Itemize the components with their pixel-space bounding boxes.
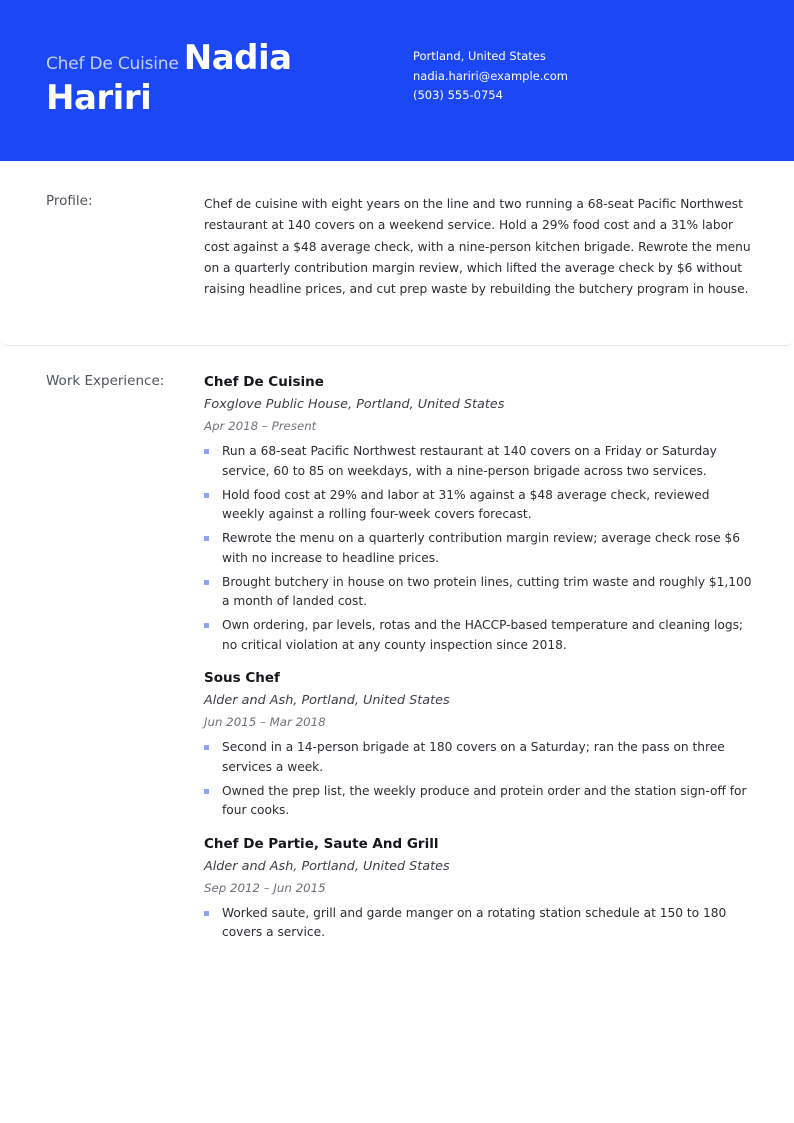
job-dates: Sep 2012 – Jun 2015 bbox=[204, 880, 326, 895]
bullet-text: Worked saute, grill and garde manger on a rotating station schedule at 150 to 180 covers a service. bbox=[222, 905, 727, 939]
bullet-item bbox=[204, 616, 752, 655]
bullet-text: Second in a 14-person brigade at 180 covers on a Saturday; ran the pass on three services a week. bbox=[222, 740, 725, 774]
bullet-text: Owned the prep list, the weekly produce and protein order and the station sign-off for four cooks. bbox=[222, 783, 747, 817]
bullet-item bbox=[204, 573, 752, 612]
job-dates: Apr 2018 – Present bbox=[204, 419, 317, 433]
bullet-square-icon bbox=[204, 493, 209, 498]
bullet-square-icon bbox=[204, 911, 209, 916]
location-text: Portland, United States bbox=[413, 49, 546, 63]
bullet-square-icon bbox=[204, 536, 209, 541]
profile-section bbox=[0, 161, 794, 346]
job-title: Chef De Cuisine bbox=[204, 374, 324, 390]
profile-label: Profile: bbox=[46, 193, 93, 209]
experience-list bbox=[204, 373, 752, 957]
phone-text: (503) 555-0754 bbox=[413, 88, 503, 102]
bullet-text: Rewrote the menu on a quarterly contribution margin review; average check rose $6 with no increase to headline prices. bbox=[222, 531, 741, 565]
name-block bbox=[46, 38, 376, 118]
last-name: Hariri bbox=[46, 78, 152, 118]
bullet-item bbox=[204, 782, 752, 821]
bullet-item bbox=[204, 738, 752, 777]
job-entry bbox=[204, 835, 752, 943]
job-bullets bbox=[204, 738, 752, 821]
bullet-square-icon bbox=[204, 580, 209, 585]
job-title: Chef De Partie, Saute And Grill bbox=[204, 835, 439, 852]
first-name: Nadia bbox=[183, 38, 292, 78]
bullet-item bbox=[204, 486, 752, 525]
role-title: Chef De Cuisine bbox=[46, 54, 179, 74]
job-company: Alder and Ash, Portland, United States bbox=[204, 693, 450, 708]
bullet-square-icon bbox=[204, 745, 209, 750]
bullet-square-icon bbox=[204, 449, 209, 454]
job-company: Foxglove Public House, Portland, United States bbox=[204, 397, 505, 412]
bullet-item bbox=[204, 904, 752, 943]
header-banner bbox=[0, 0, 794, 161]
job-entry bbox=[204, 373, 752, 655]
email-text: nadia.hariri@example.com bbox=[413, 68, 568, 83]
job-company: Alder and Ash, Portland, United States bbox=[204, 858, 450, 874]
bullet-text: Run a 68-seat Pacific Northwest restaurant at 140 covers on a Friday or Saturday service, 60 to 85 on weekdays, with a nine-person brigade across two services. bbox=[222, 444, 717, 478]
bullet-text: Brought butchery in house on two protein lines, cutting trim waste and roughly $1,100 a month of landed cost. bbox=[222, 574, 752, 608]
job-bullets bbox=[204, 442, 752, 655]
job-dates: Jun 2015 – Mar 2018 bbox=[204, 715, 326, 729]
job-bullets bbox=[204, 904, 752, 943]
experience-label: Work Experience: bbox=[46, 373, 165, 389]
bullet-square-icon bbox=[204, 623, 209, 628]
bullet-item bbox=[204, 442, 752, 481]
bullet-text: Own ordering, par levels, rotas and the HACCP-based temperature and cleaning logs; no critical violation at any county inspection since 2018. bbox=[222, 618, 744, 652]
contact-info bbox=[413, 47, 753, 106]
bullet-item bbox=[204, 529, 752, 568]
bullet-text: Hold food cost at 29% and labor at 31% against a $48 average check, reviewed weekly against a rolling four-week covers forecast. bbox=[222, 487, 710, 521]
job-title: Sous Chef bbox=[204, 670, 280, 686]
job-entry bbox=[204, 669, 752, 821]
bullet-square-icon bbox=[204, 789, 209, 794]
profile-text: Chef de cuisine with eight years on the line and two running a 68-seat Pacific Northwest restaurant at 140 covers on a weekend service. Hold a 29% food cost and a 31% labor cost against a $48 average check, with a nine-person kitchen brigade. Rewrote the menu on a quarterly contribution margin review, which lifted the average check by $6 without raising headline prices, and cut prep waste by rebuilding the butchery program in house. bbox=[204, 197, 751, 297]
